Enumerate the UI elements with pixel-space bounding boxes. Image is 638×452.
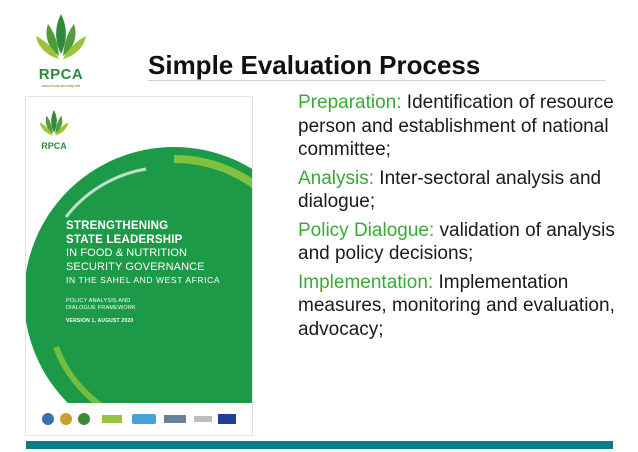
list-item <box>298 271 634 342</box>
logo-text: RPCA <box>38 66 84 83</box>
list-item-term: Implementation: <box>298 271 434 293</box>
cover-title-line: STATE LEADERSHIP <box>66 234 183 246</box>
list-item-term: Analysis: <box>298 167 375 189</box>
cover-subtitle-line: POLICY ANALYSIS AND <box>66 298 131 304</box>
rpca-logo <box>26 6 96 92</box>
bottom-accent-bar <box>26 441 613 449</box>
title-divider <box>148 80 606 81</box>
list-item-text: Implementation measures, monitoring and evaluation, advocacy; <box>298 271 615 340</box>
list-item-term: Policy Dialogue: <box>298 219 435 241</box>
process-list <box>298 91 634 346</box>
cover-logo <box>34 105 74 159</box>
list-item-text: Identification of resource person and establishment of national committee; <box>298 92 614 160</box>
cover-title-line: STRENGTHENING <box>66 220 169 232</box>
cover-logo-text: RPCA <box>41 141 67 151</box>
cover-title-line: SECURITY GOVERNANCE <box>66 260 205 273</box>
list-item <box>298 167 634 214</box>
cover-title-block <box>66 219 253 324</box>
list-item-text: validation of analysis and policy decisions; <box>298 219 615 264</box>
page-title: Simple Evaluation Process <box>148 50 481 81</box>
partner-logos-icon <box>40 411 240 427</box>
cover-title-line: IN FOOD & NUTRITION <box>66 247 188 259</box>
cover-subtitle-line: DIALOGUE FRAMEWORK <box>66 305 136 311</box>
logo-url: www.food-security.net <box>41 83 81 88</box>
list-item-text: Inter-sectoral analysis and dialogue; <box>298 167 602 212</box>
wheat-logo-icon <box>26 6 96 68</box>
list-item <box>298 91 634 162</box>
report-cover-image <box>25 96 253 436</box>
list-item-term: Preparation: <box>298 92 402 113</box>
list-item <box>298 219 634 266</box>
cover-region-line: IN THE SAHEL AND WEST AFRICA <box>66 275 221 285</box>
cover-wheat-icon <box>34 105 74 141</box>
cover-version: VERSION 1, AUGUST 2020 <box>66 318 134 324</box>
